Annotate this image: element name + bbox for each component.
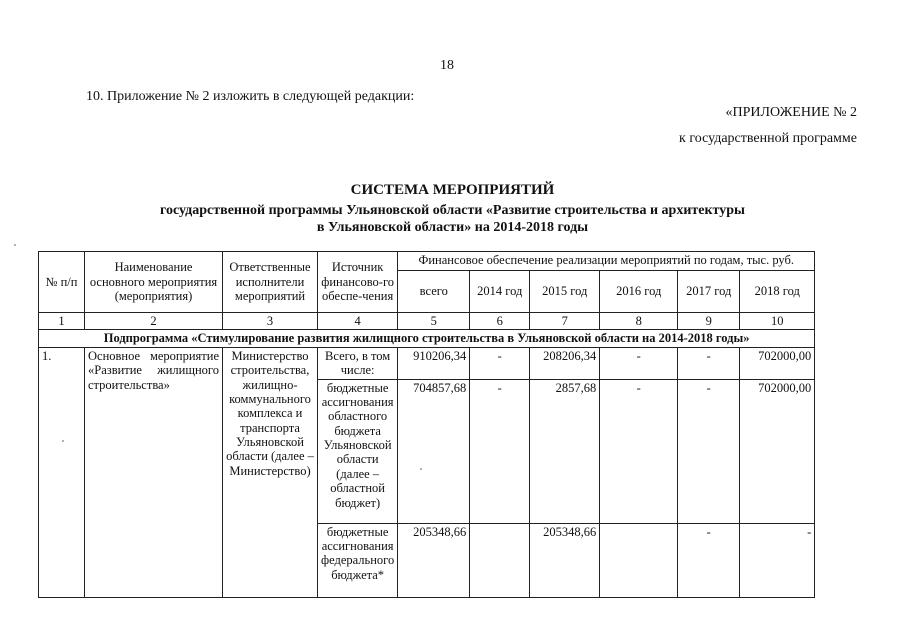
value-2018: 702000,00 <box>740 347 815 379</box>
col-number: 4 <box>318 313 398 330</box>
value-2016: - <box>600 379 678 523</box>
measures-table <box>38 251 815 598</box>
row-num: 1. <box>39 347 85 597</box>
value-2017: - <box>678 523 740 597</box>
scan-speck <box>62 440 64 442</box>
col-number: 6 <box>470 313 530 330</box>
col-number: 9 <box>678 313 740 330</box>
value-2014: - <box>470 347 530 379</box>
measure-name-text: Основное мероприятие «Развитие жилищного строительства» <box>88 348 219 392</box>
value-2015: 205348,66 <box>530 523 600 597</box>
header-executor: Ответственные исполнители мероприятий <box>223 252 318 313</box>
source-label: бюджетные ассигнования федерального бюджета* <box>318 523 398 597</box>
header-name: Наименование основного мероприятия (мероприятия) <box>85 252 223 313</box>
appendix-title: «ПРИЛОЖЕНИЕ № 2 <box>725 105 857 120</box>
value-2014 <box>470 523 530 597</box>
header-2016: 2016 год <box>600 271 678 313</box>
header-2018: 2018 год <box>740 271 815 313</box>
value-2017: - <box>678 379 740 523</box>
col-number: 2 <box>85 313 223 330</box>
value-2016 <box>600 523 678 597</box>
col-number: 1 <box>39 313 85 330</box>
header-2017: 2017 год <box>678 271 740 313</box>
col-number: 3 <box>223 313 318 330</box>
scan-speck <box>420 468 422 470</box>
value-2017: - <box>678 347 740 379</box>
value-total: 704857,68 <box>398 379 470 523</box>
value-total: 205348,66 <box>398 523 470 597</box>
source-label: бюджетные ассигнования областного бюджета Ульяновской области (далее – областной бюджет) <box>318 379 398 523</box>
column-number-row <box>39 313 815 330</box>
document-title: СИСТЕМА МЕРОПРИЯТИЙ <box>350 182 555 198</box>
value-2018: 702000,00 <box>740 379 815 523</box>
table-row <box>39 347 815 379</box>
measure-name <box>85 347 223 597</box>
header-num: № п/п <box>39 252 85 313</box>
header-2014: 2014 год <box>470 271 530 313</box>
document-subtitle-line2: в Ульяновской области» на 2014-2018 годы <box>316 220 589 235</box>
measure-executor: Министерство строительства, жилищно-коммунального комплекса и транспорта Ульяновской области (далее – Министерство) <box>223 347 318 597</box>
appendix-subtitle: к государственной программе <box>679 131 857 146</box>
document-subtitle-line1: государственной программы Ульяновской области «Развитие строительства и архитектуры <box>160 203 745 218</box>
scan-speck <box>14 244 16 246</box>
col-number: 10 <box>740 313 815 330</box>
source-label: Всего, в том числе: <box>318 347 398 379</box>
col-number: 8 <box>600 313 678 330</box>
value-2016: - <box>600 347 678 379</box>
col-number: 5 <box>398 313 470 330</box>
page-number: 18 <box>440 58 454 73</box>
header-finance: Финансовое обеспечение реализации мероприятий по годам, тыс. руб. <box>398 252 815 271</box>
header-total: всего <box>398 271 470 313</box>
header-2015: 2015 год <box>530 271 600 313</box>
subprogram-title: Подпрограмма «Стимулирование развития жилищного строительства в Ульяновской области на 2014-2018 годы» <box>39 330 815 347</box>
header-source: Источник финансово-го обеспе-чения <box>318 252 398 313</box>
value-total: 910206,34 <box>398 347 470 379</box>
subprogram-row <box>39 330 815 347</box>
value-2018: - <box>740 523 815 597</box>
intro-text: 10. Приложение № 2 изложить в следующей редакции: <box>86 89 415 104</box>
header-row-1 <box>39 252 815 271</box>
value-2014: - <box>470 379 530 523</box>
value-2015: 2857,68 <box>530 379 600 523</box>
value-2015: 208206,34 <box>530 347 600 379</box>
col-number: 7 <box>530 313 600 330</box>
